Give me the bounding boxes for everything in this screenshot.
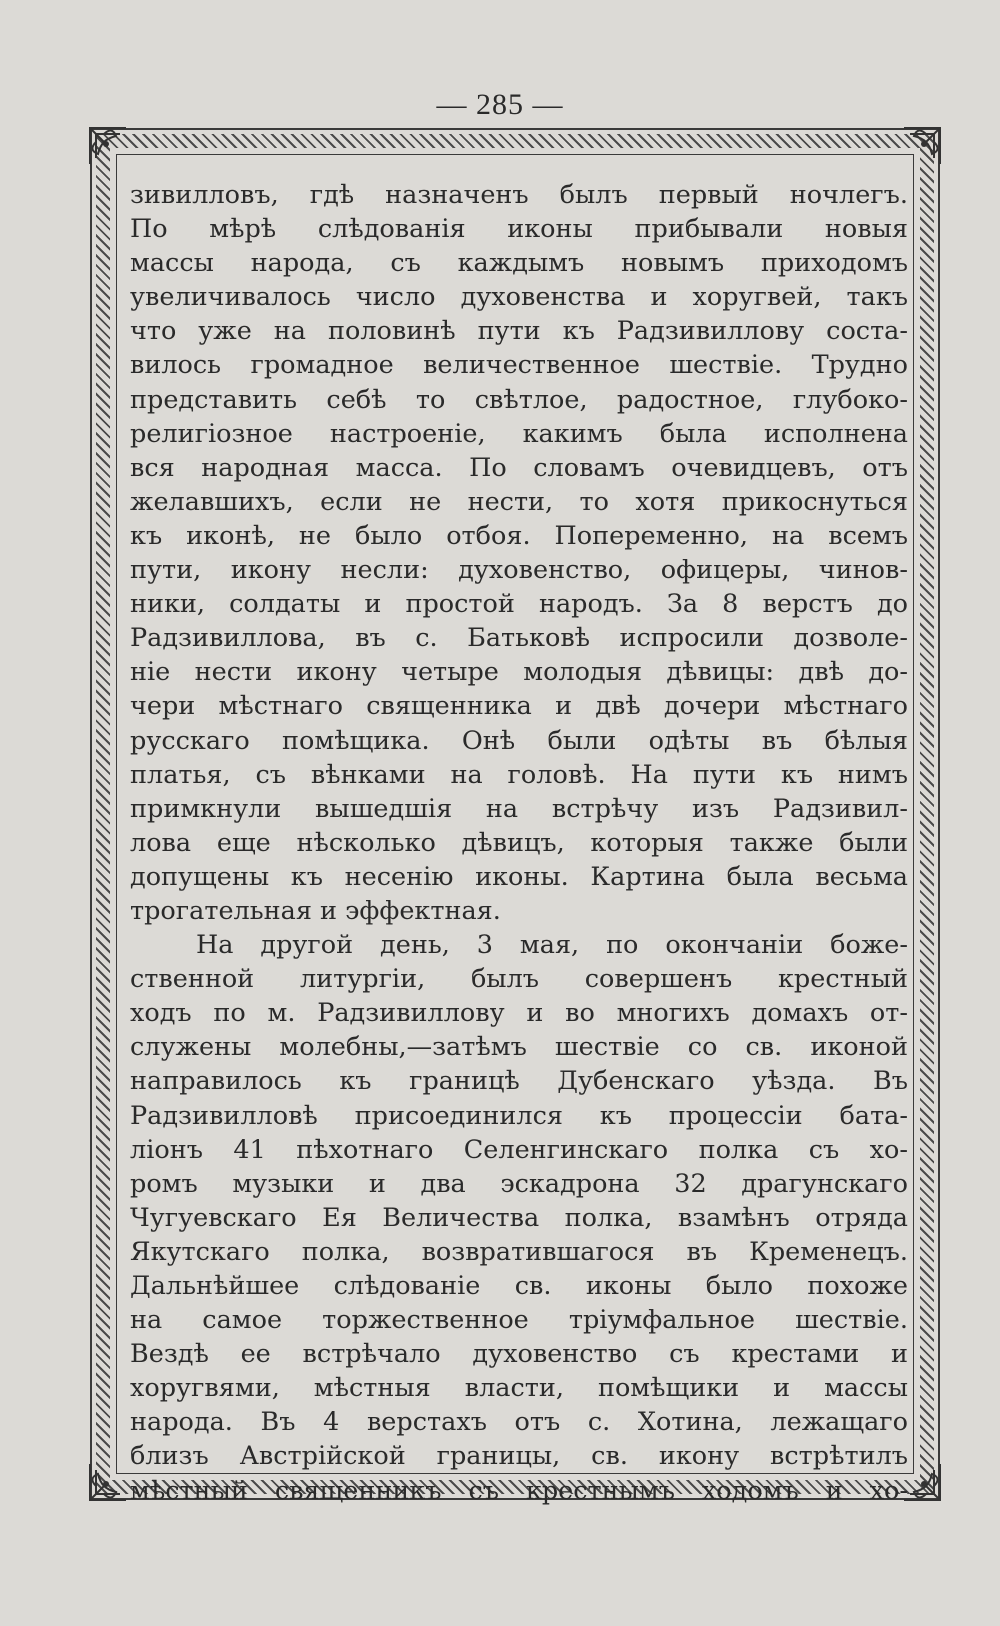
text-line: къ иконѣ, не было отбоя. Попеременно, на всемъ — [130, 520, 908, 551]
text-line: мѣстный священникъ съ крестнымъ ходомъ и хо- — [130, 1475, 908, 1506]
text-line: русскаго помѣщика. Онѣ были одѣты въ бѣлыя — [130, 725, 908, 756]
text-line: платья, съ вѣнками на головѣ. На пути къ нимъ — [130, 759, 908, 790]
text-line: чери мѣстнаго священника и двѣ дочери мѣстнаго — [130, 691, 908, 722]
text-line: зивилловъ, гдѣ назначенъ былъ первый ночлегъ. — [130, 180, 908, 210]
text-line: Радзивиллова, въ с. Батьковѣ испросили дозволе- — [130, 623, 908, 654]
text-line: служены молебны,—затѣмъ шествіе со св. иконой — [130, 1032, 908, 1063]
page-number: — 285 — — [436, 88, 564, 121]
text-line: Якутскаго полка, возвратившагося въ Кременецъ. — [130, 1236, 908, 1267]
text-line: массы народа, съ каждымъ новымъ приходомъ — [130, 248, 908, 279]
text-line: трогательная и эффектная. — [130, 895, 501, 926]
text-line: ліонъ 41 пѣхотнаго Селенгинскаго полка съ хо- — [130, 1134, 908, 1165]
text-line: По мѣрѣ слѣдованія иконы прибывали новыя — [130, 214, 908, 245]
text-line: хоругвями, мѣстныя власти, помѣщики и массы — [130, 1373, 908, 1404]
text-line: Радзивилловѣ присоединился къ процессіи бата- — [130, 1100, 908, 1131]
text-line: на самое торжественное тріумфальное шествіе. — [130, 1305, 908, 1336]
text-line: Вездѣ ее встрѣчало духовенство съ крестами и — [130, 1339, 908, 1370]
body-text — [130, 178, 908, 1508]
text-line: представить себѣ то свѣтлое, радостное, глубоко- — [130, 384, 908, 415]
text-line: увеличивалось число духовенства и хоругвей, такъ — [130, 282, 908, 313]
text-line: вилось громадное величественное шествіе. Трудно — [130, 350, 908, 381]
text-line: Дальнѣйшее слѣдованіе св. иконы было похоже — [130, 1271, 908, 1301]
text-line: ственной литургіи, былъ совершенъ крестный — [130, 964, 908, 995]
corner-ornament-icon — [900, 124, 944, 168]
text-line: пути, икону несли: духовенство, офицеры, чинов- — [130, 555, 908, 586]
text-line: что уже на половинѣ пути къ Радзивиллову соста- — [130, 316, 908, 347]
text-line: Чугуевскаго Ея Величества полка, взамѣнъ отряда — [130, 1202, 908, 1233]
text-line: ходъ по м. Радзивиллову и во многихъ домахъ от- — [130, 998, 908, 1029]
corner-ornament-icon — [86, 124, 130, 168]
text-line: вся народная масса. По словамъ очевидцевъ, отъ — [130, 452, 908, 483]
text-line: допущены къ несенію иконы. Картина была весьма — [130, 861, 908, 892]
text-line: желавшихъ, если не нести, то хотя прикоснуться — [130, 486, 908, 517]
text-line: близъ Австрійской границы, св. икону встрѣтилъ — [130, 1441, 908, 1472]
text-line: ники, солдаты и простой народъ. За 8 верстъ до — [130, 589, 908, 620]
text-line: лова еще нѣсколько дѣвицъ, которыя также были — [130, 827, 908, 858]
text-line: направилось къ границѣ Дубенскаго уѣзда. Въ — [130, 1066, 908, 1097]
text-line: На другой день, 3 мая, по окончаніи боже- — [196, 930, 908, 961]
corner-ornament-icon — [86, 1460, 130, 1504]
text-line: примкнули вышедшія на встрѣчу изъ Радзивил- — [130, 793, 908, 824]
text-line: ромъ музыки и два эскадрона 32 драгунскаго — [130, 1168, 908, 1199]
text-line: религіозное настроеніе, какимъ была исполнена — [130, 418, 908, 449]
text-line: народа. Въ 4 верстахъ отъ с. Хотина, лежащаго — [130, 1407, 908, 1438]
text-line: ніе нести икону четыре молодыя дѣвицы: двѣ до- — [130, 657, 908, 688]
